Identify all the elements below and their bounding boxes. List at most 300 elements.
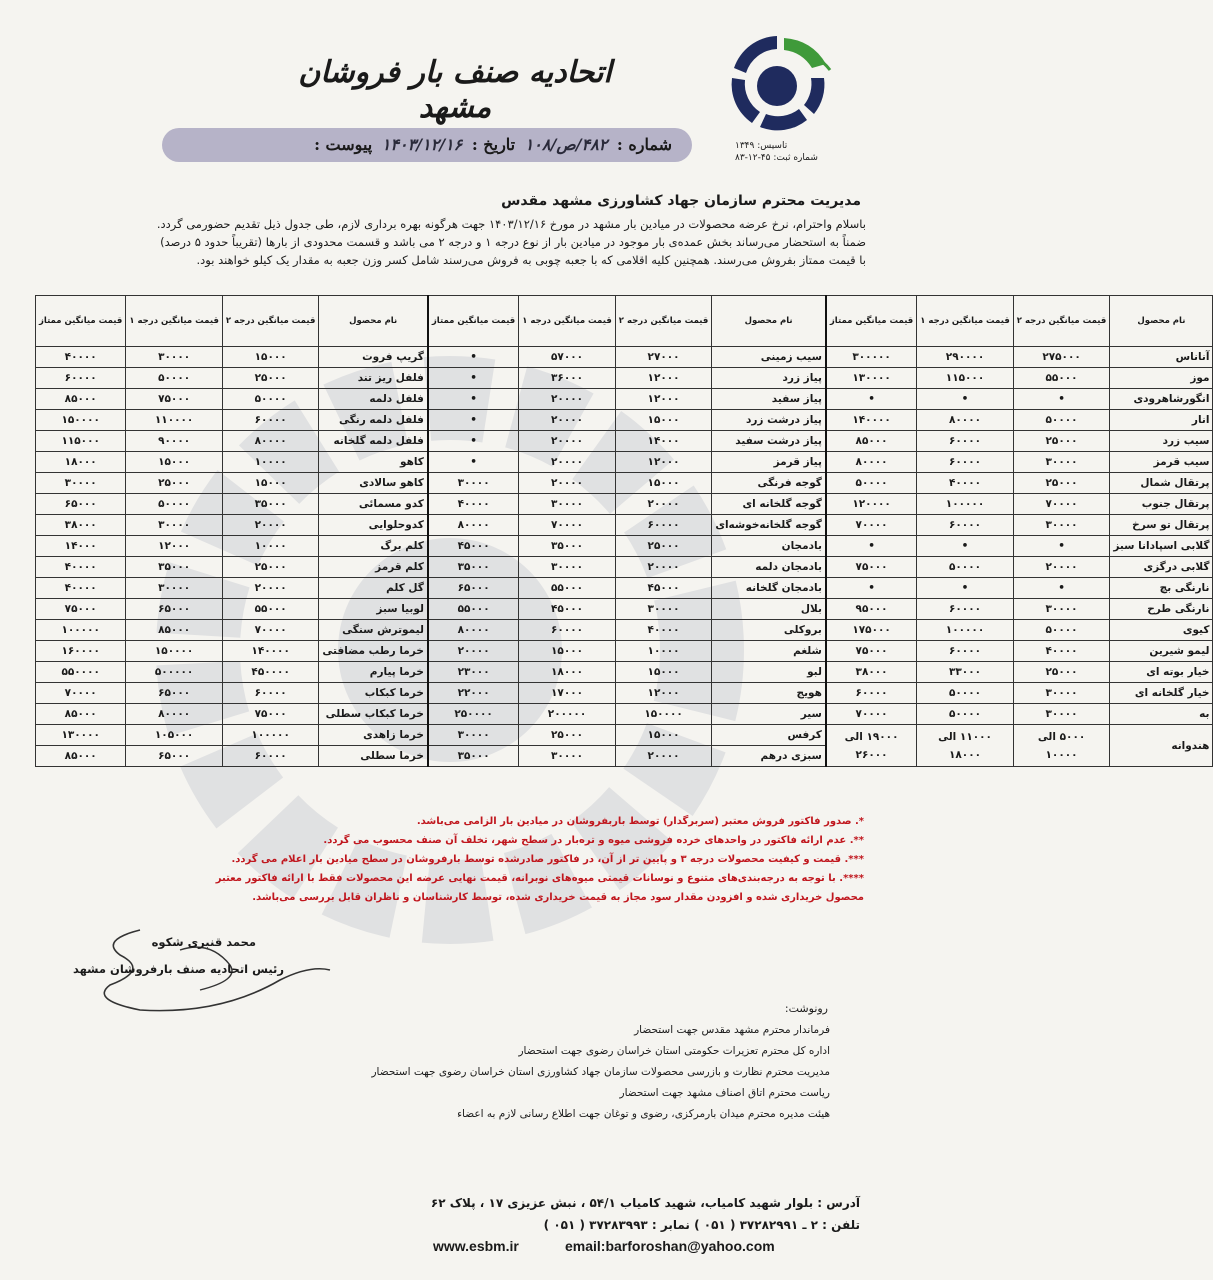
price-cell: ۸۰۰۰۰ xyxy=(428,515,519,536)
product-name-cell: سیب زمینی xyxy=(712,347,826,368)
price-cell: ۷۵۰۰۰ xyxy=(36,599,126,620)
price-cell: ۸۵۰۰۰ xyxy=(36,704,126,725)
price-cell: ۵۷۰۰۰ xyxy=(519,347,616,368)
price-cell: ۳۵۰۰۰ xyxy=(428,746,519,767)
price-cell: ۱۳۰۰۰۰ xyxy=(826,368,917,389)
note-line: ****. با توجه به درجه‌بندی‌های متنوع و نوسانات قیمتی میوه‌های نوبرانه، قیمت نهایی عرضه این محصولات فقط با ارائه فاکتور معتبر xyxy=(215,873,864,884)
price-cell: ۱۲۰۰۰ xyxy=(615,683,712,704)
price-cell: ۱۸۰۰۰ xyxy=(36,452,126,473)
price-cell: ۳۳۰۰۰ xyxy=(917,662,1014,683)
price-cell: ۶۵۰۰۰ xyxy=(126,746,223,767)
price-cell: • xyxy=(826,389,917,410)
price-cell: ۱۵۰۰۰ xyxy=(222,473,319,494)
price-cell: • xyxy=(917,389,1014,410)
product-name-cell: کیوی xyxy=(1110,620,1213,641)
table-row xyxy=(36,557,1213,578)
price-cell: ۵۰۰۰۰ xyxy=(126,368,223,389)
price-cell: ۴۵۰۰۰ xyxy=(428,536,519,557)
cc-title: رونوشت: xyxy=(784,1002,828,1015)
price-cell: ۱۰۰۰۰۰ xyxy=(222,725,319,746)
product-name-cell: کاهو xyxy=(319,452,428,473)
product-name-cell: لیمو شیرین xyxy=(1110,641,1213,662)
note-line: محصول خریداری شده و افزودن مقدار سود مجاز به قیمت خریداری شده، توسط کارشناسان و ناظران قابل بررسی می‌باشد. xyxy=(252,892,864,903)
price-cell: • xyxy=(1013,536,1110,557)
price-cell: ۱۱۵۰۰۰ xyxy=(36,431,126,452)
price-cell: ۷۰۰۰۰ xyxy=(826,704,917,725)
product-name-cell: گلابی درگزی xyxy=(1110,557,1213,578)
product-name-cell: گریپ فروت xyxy=(319,347,428,368)
notes xyxy=(24,812,864,907)
price-cell: ۱۱۵۰۰۰ xyxy=(917,368,1014,389)
product-name-cell: سیب قرمز xyxy=(1110,452,1213,473)
price-cell: ۲۵۰۰۰ xyxy=(519,725,616,746)
price-cell: ۶۰۰۰۰ xyxy=(222,746,319,767)
price-cell: • xyxy=(428,389,519,410)
price-cell: ۱۰۰۰۰ xyxy=(222,452,319,473)
recipient: مدیریت محترم سازمان جهاد کشاورزی مشهد مقدس xyxy=(501,193,861,209)
product-name-cell: لوبیا سبز xyxy=(319,599,428,620)
price-cell: ۶۰۰۰۰ xyxy=(615,515,712,536)
price-cell: ۶۰۰۰۰ xyxy=(917,641,1014,662)
price-cell: ۸۰۰۰۰ xyxy=(222,431,319,452)
price-cell: ۳۰۰۰۰ xyxy=(1013,704,1110,725)
price-cell: ۵۰۰۰۰ xyxy=(917,557,1014,578)
column-header-grade1: قیمت میانگین درجه ۱ xyxy=(519,296,616,347)
price-cell: ۱۵۰۰۰ xyxy=(519,641,616,662)
price-cell: ۵۵۰۰۰ xyxy=(222,599,319,620)
price-cell: ۵۵۰۰۰ xyxy=(1013,368,1110,389)
price-cell: ۱۰۰۰۰ xyxy=(222,536,319,557)
price-cell: ۲۰۰۰۰ xyxy=(519,473,616,494)
footer-phone: تلفن : ۲ ـ ۳۷۲۸۲۹۹۱ ( ۰۵۱ ) نمابر : ۳۷۲۸۳۹۹۳ ( ۰۵۱ ) xyxy=(543,1218,860,1232)
product-name-cell: نارنگی طرح xyxy=(1110,599,1213,620)
price-cell: ۲۰۰۰۰ xyxy=(519,389,616,410)
price-cell: ۱۵۰۰۰ xyxy=(615,662,712,683)
price-cell: ۵۰۰۰۰ xyxy=(126,494,223,515)
note-line: ***. قیمت و کیفیت محصولات درجه ۳ و پایین تر از آن، در فاکتور صادرشده توسط بارفروشان در سطح میادین بار اعلام می گردد. xyxy=(231,854,864,865)
price-cell: ۶۰۰۰۰ xyxy=(222,410,319,431)
price-cell: ۱۵۰۰۰ xyxy=(126,452,223,473)
product-name-cell: کدو مسمائی xyxy=(319,494,428,515)
table-row xyxy=(36,578,1213,599)
product-name-cell: خیار بوته ای xyxy=(1110,662,1213,683)
price-cell: ۵۰۰۰۰۰ xyxy=(126,662,223,683)
product-name-cell: آناناس xyxy=(1110,347,1213,368)
price-cell: ۷۵۰۰۰ xyxy=(126,389,223,410)
registration-text: شماره ثبت: ۴۵-۱۲-۸۳ xyxy=(735,153,818,163)
price-cell: ۵۰۰۰۰ xyxy=(917,683,1014,704)
price-cell: ۲۰۰۰۰ xyxy=(1013,557,1110,578)
product-name-cell: خرما کبکاب سطلی xyxy=(319,704,428,725)
price-cell: ۱۵۰۰۰ xyxy=(615,473,712,494)
table-row xyxy=(36,683,1213,704)
price-cell: ۶۰۰۰۰ xyxy=(222,683,319,704)
table-row xyxy=(36,599,1213,620)
price-cell: ۳۰۰۰۰ xyxy=(519,494,616,515)
price-cell: • xyxy=(428,410,519,431)
table-row xyxy=(36,641,1213,662)
price-cell: ۲۵۰۰۰ xyxy=(1013,473,1110,494)
price-cell: ۴۰۰۰۰ xyxy=(1013,641,1110,662)
product-name-cell: گوجه گلخانه ای xyxy=(712,494,826,515)
product-name-cell: کاهو سالادی xyxy=(319,473,428,494)
note-line: **. عدم ارائه فاکتور در واحدهای خرده فروشی میوه و تره‌بار در سطح شهر، تخلف آن صنف محسوب می گردد. xyxy=(323,835,864,846)
table-header-row xyxy=(36,296,1213,347)
price-cell: ۳۰۰۰۰ xyxy=(126,347,223,368)
price-cell: ۲۵۰۰۰ xyxy=(1013,662,1110,683)
price-cell: ۵۰۰۰۰ xyxy=(1013,410,1110,431)
price-cell: ۱۲۰۰۰ xyxy=(615,368,712,389)
price-cell: ۱۵۰۰۰ xyxy=(615,725,712,746)
column-header-grade2: قیمت میانگین درجه ۲ xyxy=(1013,296,1110,347)
price-cell: ۳۰۰۰۰ xyxy=(428,473,519,494)
price-cell: • xyxy=(826,578,917,599)
table-row xyxy=(36,536,1213,557)
price-cell: ۲۰۰۰۰ xyxy=(428,641,519,662)
price-cell: ۷۰۰۰۰ xyxy=(222,620,319,641)
cc-list xyxy=(190,1020,830,1125)
column-header-premium: قیمت میانگین ممتاز xyxy=(36,296,126,347)
price-cell: ۴۰۰۰۰ xyxy=(428,494,519,515)
cc-item: اداره کل محترم تعزیرات حکومتی استان خراسان رضوی جهت استحضار xyxy=(518,1045,830,1057)
product-name-cell: خرما کبکاب xyxy=(319,683,428,704)
table-row xyxy=(36,452,1213,473)
price-cell: ۲۵۰۰۰ xyxy=(222,368,319,389)
table-row xyxy=(36,725,1213,746)
price-cell: ۶۰۰۰۰ xyxy=(826,683,917,704)
price-cell: ۵۵۰۰۰۰ xyxy=(36,662,126,683)
price-cell: ۱۵۰۰۰۰ xyxy=(36,410,126,431)
product-name-cell: لبو xyxy=(712,662,826,683)
table-row xyxy=(36,473,1213,494)
price-cell: ۱۰۰۰۰۰ xyxy=(36,620,126,641)
product-name-cell: نارنگی بچ xyxy=(1110,578,1213,599)
price-cell: ۱۰۵۰۰۰ xyxy=(126,725,223,746)
table-row xyxy=(36,494,1213,515)
price-cell: ۲۵۰۰۰ xyxy=(615,536,712,557)
footer-address: آدرس : بلوار شهید کامیاب، شهید کامیاب ۵۴/۱ ، نبش عزیزی ۱۷ ، پلاک ۶۲ xyxy=(430,1196,860,1210)
union-logo-icon xyxy=(722,28,832,138)
price-cell: ۷۵۰۰۰ xyxy=(826,641,917,662)
price-cell: ۲۲۰۰۰ xyxy=(428,683,519,704)
price-table xyxy=(35,295,1213,767)
footer-contact xyxy=(420,1192,860,1236)
product-name-cell: پرتقال شمال xyxy=(1110,473,1213,494)
price-cell: • xyxy=(1013,389,1110,410)
price-cell: ۵۰۰۰ الی ۱۰۰۰۰ xyxy=(1013,725,1110,767)
price-cell: ۲۰۰۰۰ xyxy=(519,410,616,431)
product-name-cell: گوجه فرنگی xyxy=(712,473,826,494)
price-cell: ۳۰۰۰۰ xyxy=(126,515,223,536)
product-name-cell: پرتقال تو سرخ xyxy=(1110,515,1213,536)
price-cell: ۲۵۰۰۰۰ xyxy=(428,704,519,725)
column-header-name: نام محصول xyxy=(1110,296,1213,347)
price-cell: ۳۵۰۰۰ xyxy=(222,494,319,515)
price-cell: ۶۰۰۰۰ xyxy=(36,368,126,389)
product-name-cell: کلم برگ xyxy=(319,536,428,557)
column-header-premium: قیمت میانگین ممتاز xyxy=(826,296,917,347)
price-cell: ۵۰۰۰۰ xyxy=(222,389,319,410)
product-name-cell: گل کلم xyxy=(319,578,428,599)
column-header-name: نام محصول xyxy=(712,296,826,347)
price-cell: ۱۷۰۰۰ xyxy=(519,683,616,704)
product-name-cell: خرما پیارم xyxy=(319,662,428,683)
product-name-cell: کرفس xyxy=(712,725,826,746)
intro-paragraph xyxy=(36,215,866,269)
org-title: اتحادیه صنف بار فروشان مشهد xyxy=(298,55,612,125)
price-cell: ۷۰۰۰۰ xyxy=(826,515,917,536)
table-row xyxy=(36,431,1213,452)
price-cell: ۸۵۰۰۰ xyxy=(126,620,223,641)
org-meta xyxy=(735,140,835,164)
product-name-cell: پیاز زرد xyxy=(712,368,826,389)
price-cell: • xyxy=(428,347,519,368)
product-name-cell: خیار گلخانه ای xyxy=(1110,683,1213,704)
price-cell: ۱۴۰۰۰۰ xyxy=(222,641,319,662)
price-cell: ۳۰۰۰۰ xyxy=(36,473,126,494)
number-label: شماره : xyxy=(616,135,672,154)
price-cell: ۳۰۰۰۰ xyxy=(615,599,712,620)
price-cell: ۱۰۰۰۰۰ xyxy=(917,620,1014,641)
price-cell: ۱۲۰۰۰ xyxy=(615,389,712,410)
price-cell: ۵۵۰۰۰ xyxy=(428,599,519,620)
column-header-grade2: قیمت میانگین درجه ۲ xyxy=(615,296,712,347)
product-name-cell: هندوانه xyxy=(1110,725,1213,767)
price-cell: ۲۰۰۰۰ xyxy=(615,557,712,578)
price-cell: ۶۵۰۰۰ xyxy=(126,683,223,704)
price-cell: ۱۶۰۰۰۰ xyxy=(36,641,126,662)
intro-line: با قیمت ممتاز بفروش می‌رسند. همچنین کلیه اقلامی که با جعبه چوبی به فروش می‌رسند شامل کسر وزن جعبه به مقدار یک کیلو خواهند بود. xyxy=(196,253,866,267)
product-name-cell: فلفل دلمه گلخانه xyxy=(319,431,428,452)
intro-line: باسلام واحترام، نرخ عرضه محصولات در میادین بار مشهد در مورخ ۱۴۰۳/۱۲/۱۶ جهت هرگونه بهره برداری لازم، طی جدول ذیل تقدیم حضورمی گردد. xyxy=(156,217,866,231)
price-cell: ۳۰۰۰۰۰ xyxy=(826,347,917,368)
product-name-cell: پیاز قرمز xyxy=(712,452,826,473)
column-header-grade1: قیمت میانگین درجه ۱ xyxy=(126,296,223,347)
table-row xyxy=(36,410,1213,431)
product-name-cell: پرتقال جنوب xyxy=(1110,494,1213,515)
price-cell: ۱۵۰۰۰ xyxy=(222,347,319,368)
table-row xyxy=(36,347,1213,368)
product-name-cell: کدوحلوایی xyxy=(319,515,428,536)
price-cell: ۲۰۰۰۰ xyxy=(222,578,319,599)
product-name-cell: هویج xyxy=(712,683,826,704)
price-cell: ۲۷۵۰۰۰ xyxy=(1013,347,1110,368)
price-cell: ۴۰۰۰۰ xyxy=(615,620,712,641)
price-cell: ۳۸۰۰۰ xyxy=(826,662,917,683)
price-cell: • xyxy=(428,452,519,473)
price-cell: ۱۱۰۰۰۰ xyxy=(126,410,223,431)
product-name-cell: سبزی درهم xyxy=(712,746,826,767)
price-cell: ۲۹۰۰۰۰ xyxy=(917,347,1014,368)
price-cell: ۸۵۰۰۰ xyxy=(36,389,126,410)
product-name-cell: انار xyxy=(1110,410,1213,431)
price-cell: ۱۳۰۰۰۰ xyxy=(36,725,126,746)
price-cell: ۸۵۰۰۰ xyxy=(826,431,917,452)
price-cell: ۱۲۰۰۰ xyxy=(126,536,223,557)
price-cell: ۲۵۰۰۰ xyxy=(126,473,223,494)
number-value: ۴۸۲/ص/۱۰۸ xyxy=(524,135,608,154)
cc-item: فرماندار محترم مشهد مقدس جهت استحضار xyxy=(634,1024,830,1036)
price-cell: ۳۰۰۰۰ xyxy=(1013,683,1110,704)
price-cell: ۲۵۰۰۰ xyxy=(222,557,319,578)
cc-item: ریاست محترم اتاق اصناف مشهد جهت استحضار xyxy=(619,1087,830,1099)
price-cell: ۷۰۰۰۰ xyxy=(1013,494,1110,515)
price-cell: ۱۹۰۰۰ الی ۲۶۰۰۰ xyxy=(826,725,917,767)
price-cell: • xyxy=(826,536,917,557)
product-name-cell: بادمجان گلخانه xyxy=(712,578,826,599)
product-name-cell: بادمجان xyxy=(712,536,826,557)
table-row xyxy=(36,389,1213,410)
product-name-cell: بلال xyxy=(712,599,826,620)
website-link[interactable]: www.esbm.ir xyxy=(433,1238,519,1254)
product-name-cell: لیموترش سنگی xyxy=(319,620,428,641)
price-cell: ۳۰۰۰۰ xyxy=(126,578,223,599)
column-header-grade1: قیمت میانگین درجه ۱ xyxy=(917,296,1014,347)
price-cell: ۷۵۰۰۰ xyxy=(826,557,917,578)
price-cell: • xyxy=(1013,578,1110,599)
product-name-cell: پیاز درشت سفید xyxy=(712,431,826,452)
price-cell: ۳۵۰۰۰ xyxy=(519,536,616,557)
product-name-cell: فلفل دلمه xyxy=(319,389,428,410)
price-cell: ۳۰۰۰۰ xyxy=(428,725,519,746)
date-label: تاریخ : xyxy=(471,135,516,154)
price-cell: ۱۰۰۰۰ xyxy=(615,641,712,662)
price-cell: • xyxy=(428,368,519,389)
price-cell: ۴۰۰۰۰ xyxy=(36,347,126,368)
price-cell: ۵۵۰۰۰ xyxy=(519,578,616,599)
price-cell: ۶۰۰۰۰ xyxy=(917,431,1014,452)
price-cell: ۳۰۰۰۰ xyxy=(519,746,616,767)
price-cell: ۳۶۰۰۰ xyxy=(519,368,616,389)
price-cell: ۸۰۰۰۰ xyxy=(428,620,519,641)
price-cell: ۳۰۰۰۰ xyxy=(1013,515,1110,536)
price-cell: ۸۵۰۰۰ xyxy=(36,746,126,767)
price-cell: ۸۰۰۰۰ xyxy=(917,410,1014,431)
founded-text: تاسیس: ۱۳۴۹ xyxy=(735,141,788,151)
price-cell: ۶۰۰۰۰ xyxy=(917,452,1014,473)
price-cell: ۱۲۰۰۰ xyxy=(615,452,712,473)
price-cell: ۸۰۰۰۰ xyxy=(826,452,917,473)
product-name-cell: پیاز درشت زرد xyxy=(712,410,826,431)
price-cell: ۲۰۰۰۰ xyxy=(615,746,712,767)
price-cell: ۴۰۰۰۰ xyxy=(36,578,126,599)
price-cell: ۶۰۰۰۰ xyxy=(519,620,616,641)
table-row xyxy=(36,704,1213,725)
price-cell: ۱۰۰۰۰۰ xyxy=(917,494,1014,515)
product-name-cell: کلم قرمز xyxy=(319,557,428,578)
product-name-cell: پیاز سفید xyxy=(712,389,826,410)
price-cell: ۳۰۰۰۰ xyxy=(1013,452,1110,473)
price-cell: ۱۷۵۰۰۰ xyxy=(826,620,917,641)
price-cell: • xyxy=(428,431,519,452)
table-row xyxy=(36,515,1213,536)
price-cell: ۶۵۰۰۰ xyxy=(36,494,126,515)
price-cell: ۴۵۰۰۰ xyxy=(519,599,616,620)
price-cell: ۸۰۰۰۰ xyxy=(126,704,223,725)
price-cell: • xyxy=(917,578,1014,599)
product-name-cell: انگورشاهرودی xyxy=(1110,389,1213,410)
price-cell: ۷۰۰۰۰ xyxy=(36,683,126,704)
price-cell: ۱۴۰۰۰ xyxy=(615,431,712,452)
price-cell: ۳۵۰۰۰ xyxy=(126,557,223,578)
price-cell: • xyxy=(917,536,1014,557)
table-row xyxy=(36,368,1213,389)
price-cell: ۲۳۰۰۰ xyxy=(428,662,519,683)
price-cell: ۷۰۰۰۰ xyxy=(519,515,616,536)
attachment-label: پیوست : xyxy=(314,135,373,154)
price-cell: ۱۸۰۰۰ xyxy=(519,662,616,683)
price-cell: ۵۰۰۰۰ xyxy=(826,473,917,494)
reference-band xyxy=(162,128,692,162)
column-header-grade2: قیمت میانگین درجه ۲ xyxy=(222,296,319,347)
note-line: *. صدور فاکتور فروش معتبر (سربرگدار) توسط باربفروشان در میادین بار الزامی می‌باشد. xyxy=(416,816,864,827)
table-row xyxy=(36,620,1213,641)
product-name-cell: خرما سطلی xyxy=(319,746,428,767)
product-name-cell: موز xyxy=(1110,368,1213,389)
price-cell: ۲۰۰۰۰۰ xyxy=(519,704,616,725)
price-cell: ۲۰۰۰۰ xyxy=(519,452,616,473)
price-cell: ۳۸۰۰۰ xyxy=(36,515,126,536)
price-cell: ۹۵۰۰۰ xyxy=(826,599,917,620)
price-cell: ۱۴۰۰۰ xyxy=(36,536,126,557)
email-link[interactable]: email:barforoshan@yahoo.com xyxy=(565,1238,775,1254)
price-cell: ۵۰۰۰۰ xyxy=(917,704,1014,725)
signatory-name: محمد قنبری شکوه xyxy=(151,935,256,949)
price-cell: ۴۵۰۰۰۰ xyxy=(222,662,319,683)
product-name-cell: سیر xyxy=(712,704,826,725)
price-cell: ۳۰۰۰۰ xyxy=(519,557,616,578)
price-cell: ۹۰۰۰۰ xyxy=(126,431,223,452)
product-name-cell: فلفل دلمه رنگی xyxy=(319,410,428,431)
price-cell: ۳۵۰۰۰ xyxy=(428,557,519,578)
price-cell: ۷۵۰۰۰ xyxy=(222,704,319,725)
product-name-cell: سیب زرد xyxy=(1110,431,1213,452)
price-cell: ۱۵۰۰۰ xyxy=(615,410,712,431)
price-cell: ۶۵۰۰۰ xyxy=(428,578,519,599)
product-name-cell: خرما رطب مضافتی xyxy=(319,641,428,662)
price-cell: ۲۵۰۰۰ xyxy=(1013,431,1110,452)
price-cell: ۲۰۰۰۰ xyxy=(222,515,319,536)
table-row xyxy=(36,662,1213,683)
date-value: ۱۴۰۳/۱۲/۱۶ xyxy=(381,135,463,154)
price-cell: ۱۲۰۰۰۰ xyxy=(826,494,917,515)
price-cell: ۶۰۰۰۰ xyxy=(917,599,1014,620)
product-name-cell: گلابی اسپادانا سبز xyxy=(1110,536,1213,557)
product-name-cell: شلغم xyxy=(712,641,826,662)
price-cell: ۲۷۰۰۰ xyxy=(615,347,712,368)
product-name-cell: گوجه گلخانه‌خوشه‌ای xyxy=(712,515,826,536)
price-cell: ۳۰۰۰۰ xyxy=(1013,599,1110,620)
price-cell: ۶۰۰۰۰ xyxy=(917,515,1014,536)
price-cell: ۱۴۰۰۰۰ xyxy=(826,410,917,431)
intro-line: ضمناً به استحضار می‌رساند بخش عمده‌ی بار موجود در میادین بار از نوع درجه ۱ و درجه ۲ می باشد و قسمت محدودی از بارها (تقریباً حدود ۵ درصد) xyxy=(160,235,866,249)
cc-item: هیئت مدیره محترم میدان بارمرکزی، رضوی و توغان جهت اطلاع رسانی لازم به اعضاء xyxy=(457,1108,830,1120)
price-cell: ۱۵۰۰۰۰ xyxy=(126,641,223,662)
price-cell: ۴۵۰۰۰ xyxy=(615,578,712,599)
product-name-cell: بروکلی xyxy=(712,620,826,641)
column-header-name: نام محصول xyxy=(319,296,428,347)
price-cell: ۲۰۰۰۰ xyxy=(519,431,616,452)
product-name-cell: به xyxy=(1110,704,1213,725)
price-cell: ۵۰۰۰۰ xyxy=(1013,620,1110,641)
signatory-title: رئیس اتحادیه صنف بارفروشان مشهد xyxy=(72,962,284,976)
price-cell: ۴۰۰۰۰ xyxy=(36,557,126,578)
price-cell: ۱۵۰۰۰۰ xyxy=(615,704,712,725)
product-name-cell: فلفل ریز تند xyxy=(319,368,428,389)
price-cell: ۶۵۰۰۰ xyxy=(126,599,223,620)
product-name-cell: خرما زاهدی xyxy=(319,725,428,746)
price-cell: ۴۰۰۰۰ xyxy=(917,473,1014,494)
